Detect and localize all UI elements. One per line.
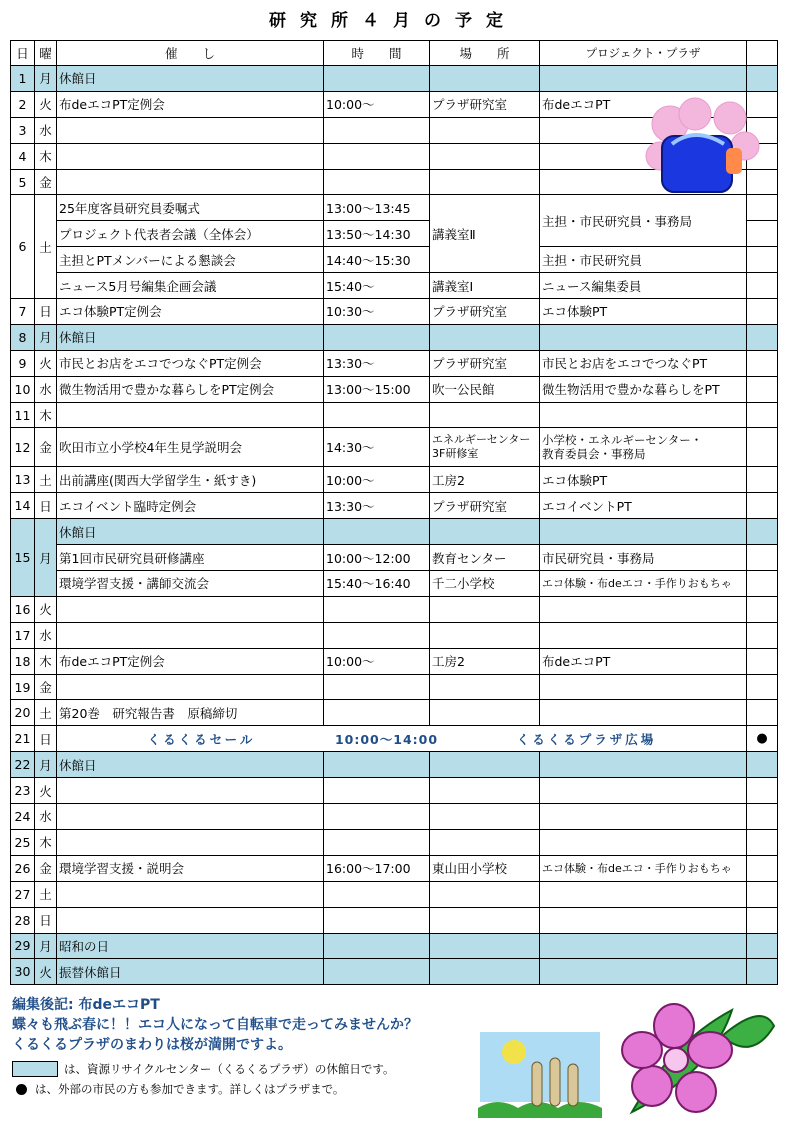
weekday-cell: 土 (35, 700, 57, 726)
day-cell: 5 (11, 169, 35, 195)
event-cell: 第20巻 研究報告書 原稿締切 (57, 700, 324, 726)
event-cell: 第1回市民研究員研修講座 (57, 545, 324, 571)
day-cell: 6 (11, 195, 35, 299)
day-cell: 23 (11, 778, 35, 804)
day-cell: 29 (11, 933, 35, 959)
day-cell: 7 (11, 299, 35, 325)
weekday-cell: 火 (35, 959, 57, 985)
project-cell: エコ体験・布deエコ・手作りおもちゃ (540, 571, 747, 597)
place-cell: 教育センター (430, 545, 540, 571)
project-cell: ニュース編集委員 (540, 273, 747, 299)
time-cell (324, 700, 430, 726)
time-cell: 15:40〜 (324, 273, 430, 299)
project-cell (540, 66, 747, 92)
day-cell: 9 (11, 350, 35, 376)
time-cell (324, 622, 430, 648)
place-cell (430, 881, 540, 907)
time-cell: 13:30〜 (324, 493, 430, 519)
table-row (11, 467, 778, 493)
project-cell (540, 324, 747, 350)
time-cell (324, 117, 430, 143)
place-cell (430, 622, 540, 648)
place-cell: 工房2 (430, 648, 540, 674)
mark-cell (747, 622, 778, 648)
mark-cell (747, 221, 778, 247)
weekday-cell: 金 (35, 674, 57, 700)
mark-cell (747, 66, 778, 92)
project-cell: 布deエコPT (540, 648, 747, 674)
mark-cell (747, 350, 778, 376)
weekday-cell: 土 (35, 467, 57, 493)
header-row (11, 41, 778, 66)
col-mark (747, 41, 778, 66)
event-cell: 休館日 (57, 66, 324, 92)
weekday-cell: 土 (35, 195, 57, 299)
col-day: 日 (11, 41, 35, 66)
special-event-cell (57, 726, 747, 752)
day-cell: 25 (11, 829, 35, 855)
mark-cell (747, 247, 778, 273)
project-cell (540, 933, 747, 959)
col-project: プロジェクト・プラザ (540, 41, 747, 66)
mark-cell (747, 804, 778, 830)
mark-cell (747, 881, 778, 907)
event-cell: 昭和の日 (57, 933, 324, 959)
day-cell: 2 (11, 91, 35, 117)
table-row (11, 726, 778, 752)
day-cell: 3 (11, 117, 35, 143)
project-cell (540, 959, 747, 985)
time-cell (324, 907, 430, 933)
project-cell (540, 804, 747, 830)
event-cell (57, 402, 324, 428)
table-row (11, 66, 778, 92)
table-row (11, 804, 778, 830)
event-cell (57, 117, 324, 143)
project-cell: エコ体験PT (540, 299, 747, 325)
table-row (11, 428, 778, 467)
mark-cell (747, 402, 778, 428)
day-cell: 1 (11, 66, 35, 92)
day-cell: 24 (11, 804, 35, 830)
table-row (11, 933, 778, 959)
place-cell (430, 519, 540, 545)
holiday-swatch-icon (12, 1061, 58, 1077)
event-cell: 布deエコPT定例会 (57, 91, 324, 117)
event-cell: プロジェクト代表者会議（全体会） (57, 221, 324, 247)
mark-cell (747, 195, 778, 221)
col-weekday: 曜 (35, 41, 57, 66)
place-cell (430, 117, 540, 143)
project-cell: 微生物活用で豊かな暮らしをPT (540, 376, 747, 402)
project-cell (540, 752, 747, 778)
special-event-title: くるくるセール (147, 731, 256, 747)
event-cell: 微生物活用で豊かな暮らしをPT定例会 (57, 376, 324, 402)
day-cell: 13 (11, 467, 35, 493)
weekday-cell: 木 (35, 829, 57, 855)
project-line-2: 教育委員会・事務局 (542, 447, 646, 462)
event-cell: エコ体験PT定例会 (57, 299, 324, 325)
project-cell: 主担・市民研究員・事務局 (540, 195, 747, 247)
project-cell (540, 428, 747, 467)
place-cell (430, 700, 540, 726)
table-row (11, 829, 778, 855)
place-cell: 講義室Ⅱ (430, 195, 540, 273)
place-cell (430, 402, 540, 428)
weekday-cell: 火 (35, 778, 57, 804)
weekday-cell: 日 (35, 907, 57, 933)
weekday-cell: 月 (35, 324, 57, 350)
mark-cell (747, 493, 778, 519)
page-title: 研究所４月の予定 (269, 11, 517, 31)
mark-cell (747, 674, 778, 700)
table-row (11, 700, 778, 726)
mark-cell (747, 324, 778, 350)
day-cell: 28 (11, 907, 35, 933)
time-cell (324, 519, 430, 545)
table-row (11, 596, 778, 622)
day-cell: 26 (11, 855, 35, 881)
col-time: 時 間 (324, 41, 430, 66)
day-cell: 8 (11, 324, 35, 350)
place-cell (430, 428, 540, 467)
backpack-icon (640, 96, 760, 196)
time-cell: 10:00〜 (324, 91, 430, 117)
weekday-cell: 火 (35, 91, 57, 117)
day-cell: 22 (11, 752, 35, 778)
day-cell: 30 (11, 959, 35, 985)
time-cell (324, 778, 430, 804)
place-cell: 吹一公民館 (430, 376, 540, 402)
event-cell: エコイベント臨時定例会 (57, 493, 324, 519)
project-cell (540, 622, 747, 648)
event-cell (57, 674, 324, 700)
mark-cell (747, 545, 778, 571)
place-cell (430, 169, 540, 195)
project-cell: エコイベントPT (540, 493, 747, 519)
weekday-cell: 金 (35, 855, 57, 881)
weekday-cell: 日 (35, 726, 57, 752)
table-row (11, 350, 778, 376)
event-cell: 休館日 (57, 752, 324, 778)
worms-icon (478, 1030, 603, 1118)
place-line-2: 3F研修室 (432, 447, 479, 461)
event-cell: 環境学習支援・講師交流会 (57, 571, 324, 597)
event-cell: 振替休館日 (57, 959, 324, 985)
time-cell (324, 169, 430, 195)
weekday-cell: 日 (35, 299, 57, 325)
project-cell (540, 674, 747, 700)
day-cell: 10 (11, 376, 35, 402)
project-cell (540, 881, 747, 907)
weekday-cell: 木 (35, 402, 57, 428)
place-cell (430, 959, 540, 985)
event-cell: 吹田市立小学校4年生見学説明会 (57, 428, 324, 467)
place-cell (430, 674, 540, 700)
day-cell: 15 (11, 519, 35, 597)
note-line-1: 蝶々も飛ぶ春に！！エコ人になって自転車で走ってみませんか？ (12, 1017, 418, 1033)
table-row (11, 674, 778, 700)
weekday-cell: 水 (35, 376, 57, 402)
event-cell: 布deエコPT定例会 (57, 648, 324, 674)
table-row (11, 519, 778, 545)
sakura-flower-icon (612, 1002, 780, 1126)
time-cell (324, 933, 430, 959)
time-cell: 15:40〜16:40 (324, 571, 430, 597)
project-cell (540, 700, 747, 726)
event-cell (57, 622, 324, 648)
day-cell: 11 (11, 402, 35, 428)
time-cell: 13:30〜 (324, 350, 430, 376)
place-cell (430, 752, 540, 778)
time-cell: 14:40〜15:30 (324, 247, 430, 273)
project-cell: 布deエコPT (540, 91, 747, 117)
note-line-2: くるくるプラザのまわりは桜が満開ですよ。 (12, 1037, 292, 1053)
mark-cell (747, 299, 778, 325)
time-cell: 10:30〜 (324, 299, 430, 325)
table-row (11, 299, 778, 325)
col-event: 催 し (57, 41, 324, 66)
table-row (11, 571, 778, 597)
mark-cell (747, 519, 778, 545)
table-row (11, 752, 778, 778)
mark-cell (747, 855, 778, 881)
mark-cell (747, 376, 778, 402)
place-cell (430, 804, 540, 830)
mark-cell (747, 752, 778, 778)
weekday-cell: 月 (35, 752, 57, 778)
place-cell: プラザ研究室 (430, 350, 540, 376)
event-cell: 主担とPTメンバーによる懇談会 (57, 247, 324, 273)
weekday-cell: 火 (35, 350, 57, 376)
weekday-cell: 木 (35, 143, 57, 169)
special-event-place: くるくるプラザ広場 (516, 731, 657, 747)
weekday-cell: 金 (35, 428, 57, 467)
event-cell: 出前講座(関西大学留学生・紙すき) (57, 467, 324, 493)
time-cell (324, 143, 430, 169)
legend-public-text: は、外部の市民の方も参加できます。詳しくはプラザまで。 (35, 1082, 345, 1096)
place-cell (430, 933, 540, 959)
table-row (11, 778, 778, 804)
table-row (11, 855, 778, 881)
event-cell: 休館日 (57, 519, 324, 545)
time-cell (324, 596, 430, 622)
event-cell (57, 143, 324, 169)
table-row (11, 376, 778, 402)
project-cell (540, 907, 747, 933)
day-cell: 20 (11, 700, 35, 726)
place-cell (430, 66, 540, 92)
event-cell: 休館日 (57, 324, 324, 350)
table-row (11, 881, 778, 907)
mark-cell (747, 907, 778, 933)
project-cell (540, 829, 747, 855)
mark-cell (747, 959, 778, 985)
event-cell: ニュース5月号編集企画会議 (57, 273, 324, 299)
weekday-cell: 火 (35, 596, 57, 622)
weekday-cell: 木 (35, 648, 57, 674)
special-event-time: 10:00〜14:00 (334, 731, 439, 747)
time-cell: 13:00〜13:45 (324, 195, 430, 221)
place-cell: 東山田小学校 (430, 855, 540, 881)
table-row (11, 247, 778, 273)
mark-cell (747, 933, 778, 959)
place-cell (430, 829, 540, 855)
mark-cell (747, 648, 778, 674)
event-cell: 環境学習支援・説明会 (57, 855, 324, 881)
public-mark: ● (747, 726, 778, 752)
table-row (11, 959, 778, 985)
project-cell (540, 596, 747, 622)
time-cell: 16:00〜17:00 (324, 855, 430, 881)
day-cell: 19 (11, 674, 35, 700)
time-cell: 13:00〜15:00 (324, 376, 430, 402)
place-cell (430, 907, 540, 933)
weekday-cell: 月 (35, 519, 57, 597)
event-cell (57, 907, 324, 933)
project-cell (540, 519, 747, 545)
event-cell (57, 804, 324, 830)
day-cell: 18 (11, 648, 35, 674)
event-cell (57, 778, 324, 804)
day-cell: 21 (11, 726, 35, 752)
time-cell (324, 959, 430, 985)
event-cell: 25年度客員研究員委嘱式 (57, 195, 324, 221)
col-place: 場 所 (430, 41, 540, 66)
table-row (11, 493, 778, 519)
day-cell: 16 (11, 596, 35, 622)
event-cell (57, 169, 324, 195)
weekday-cell: 月 (35, 933, 57, 959)
time-cell (324, 804, 430, 830)
day-cell: 27 (11, 881, 35, 907)
time-cell: 10:00〜 (324, 467, 430, 493)
event-cell: 市民とお店をエコでつなぐPT定例会 (57, 350, 324, 376)
day-cell: 17 (11, 622, 35, 648)
weekday-cell: 月 (35, 66, 57, 92)
place-cell: 講義室Ⅰ (430, 273, 540, 299)
table-row (11, 195, 778, 221)
weekday-cell: 土 (35, 881, 57, 907)
note-heading: 編集後記: 布deエコPT (12, 997, 160, 1013)
legend-holiday-text: は、資源リサイクルセンター（くるくるプラザ）の休館日です。 (64, 1062, 395, 1076)
place-cell: 千二小学校 (430, 571, 540, 597)
project-line-1: 小学校・エネルギーセンター・ (542, 433, 703, 448)
mark-cell (747, 273, 778, 299)
mark-cell (747, 778, 778, 804)
mark-cell (747, 700, 778, 726)
time-cell (324, 402, 430, 428)
event-cell (57, 829, 324, 855)
weekday-cell: 日 (35, 493, 57, 519)
event-cell (57, 596, 324, 622)
time-cell: 10:00〜 (324, 648, 430, 674)
time-cell (324, 829, 430, 855)
place-cell: プラザ研究室 (430, 91, 540, 117)
place-cell (430, 596, 540, 622)
time-cell: 14:30〜 (324, 428, 430, 467)
mark-cell (747, 829, 778, 855)
project-cell (540, 778, 747, 804)
mark-cell (747, 571, 778, 597)
table-row (11, 324, 778, 350)
time-cell (324, 881, 430, 907)
place-cell: プラザ研究室 (430, 493, 540, 519)
weekday-cell: 水 (35, 804, 57, 830)
table-row (11, 907, 778, 933)
mark-cell (747, 596, 778, 622)
project-cell: 市民研究員・事務局 (540, 545, 747, 571)
table-row (11, 622, 778, 648)
project-cell: エコ体験PT (540, 467, 747, 493)
time-cell (324, 66, 430, 92)
weekday-cell: 水 (35, 117, 57, 143)
place-cell (430, 324, 540, 350)
place-cell (430, 778, 540, 804)
place-cell (430, 143, 540, 169)
time-cell: 10:00〜12:00 (324, 545, 430, 571)
table-row (11, 273, 778, 299)
day-cell: 12 (11, 428, 35, 467)
table-row (11, 648, 778, 674)
time-cell: 13:50〜14:30 (324, 221, 430, 247)
mark-cell (747, 467, 778, 493)
project-cell: 主担・市民研究員 (540, 247, 747, 273)
place-line-1: エネルギーセンター (432, 433, 531, 447)
project-cell (540, 402, 747, 428)
mark-cell (747, 428, 778, 467)
table-row (11, 545, 778, 571)
time-cell (324, 674, 430, 700)
weekday-cell: 水 (35, 622, 57, 648)
time-cell (324, 324, 430, 350)
event-cell (57, 881, 324, 907)
project-cell: 市民とお店をエコでつなぐPT (540, 350, 747, 376)
project-cell: エコ体験・布deエコ・手作りおもちゃ (540, 855, 747, 881)
day-cell: 14 (11, 493, 35, 519)
table-row (11, 402, 778, 428)
time-cell (324, 752, 430, 778)
place-cell: 工房2 (430, 467, 540, 493)
day-cell: 4 (11, 143, 35, 169)
place-cell: プラザ研究室 (430, 299, 540, 325)
weekday-cell: 金 (35, 169, 57, 195)
public-dot-icon (16, 1084, 27, 1095)
